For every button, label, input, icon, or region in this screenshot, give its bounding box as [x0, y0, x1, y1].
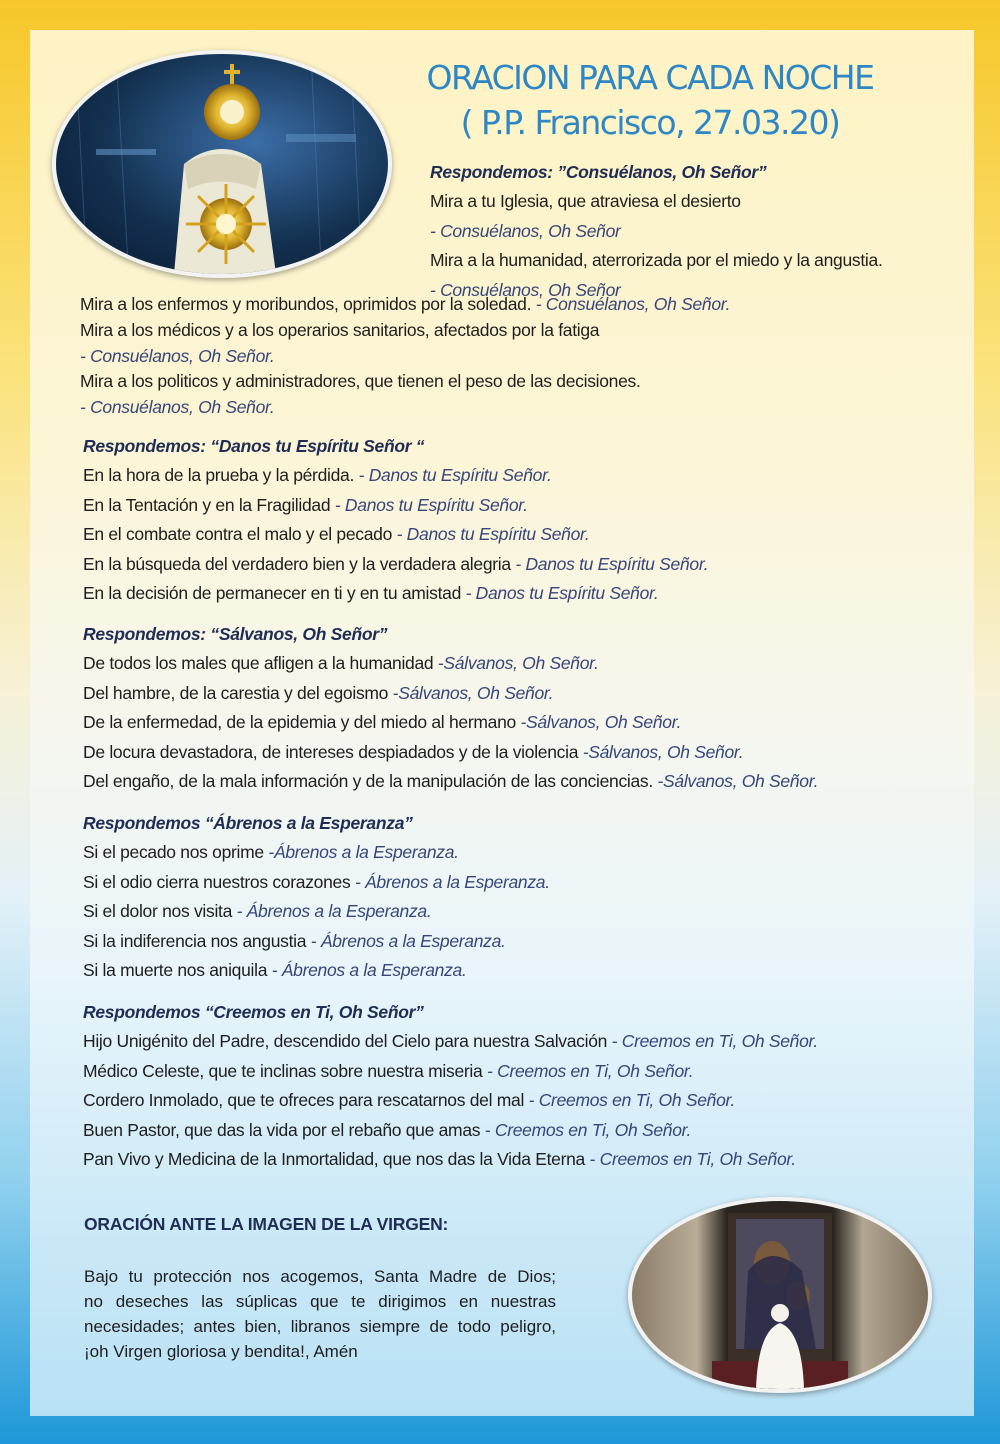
prayer-line: De locura devastadora, de intereses despiadados y de la violencia -Sálvanos, Oh Señor.: [83, 741, 744, 762]
section-heading: Respondemos “Creemos en Ti, Oh Señor”: [83, 1002, 424, 1022]
prayer-line: Mira a tu Iglesia, que atraviesa el desierto: [430, 191, 741, 212]
prayer-line: En la hora de la prueba y la pérdida. - Danos tu Espíritu Señor.: [83, 465, 552, 486]
prayer-line: Médico Celeste, que te inclinas sobre nuestra miseria - Creemos en Ti, Oh Señor.: [83, 1060, 694, 1081]
virgin-prayer-title: ORACIÓN ANTE LA IMAGEN DE LA VIRGEN:: [84, 1214, 449, 1234]
prayer-line: Del hambre, de la carestia y del egoismo -Sálvanos, Oh Señor.: [83, 682, 554, 703]
section-heading: Respondemos: ”Consuélanos, Oh Señor”: [430, 162, 767, 182]
prayer-line: Si el pecado nos oprime -Ábrenos a la Esperanza.: [83, 842, 459, 863]
section-heading: Respondemos: “Sálvanos, Oh Señor”: [83, 624, 388, 644]
prayer-line: En el combate contra el malo y el pecado - Danos tu Espíritu Señor.: [83, 524, 590, 545]
prayer-line: ¡oh Virgen gloriosa y bendita!, Amén: [84, 1342, 358, 1361]
section-heading: Respondemos “Ábrenos a la Esperanza”: [83, 813, 413, 833]
section-danos-espiritu: [83, 432, 708, 608]
prayer-line: Pan Vivo y Medicina de la Inmortalidad, que nos das la Vida Eterna - Creemos en Ti, Oh Señor.: [83, 1149, 796, 1170]
virgin-prayer-text: [84, 1264, 556, 1364]
section-creemos: [83, 998, 818, 1174]
prayer-line: En la búsqueda del verdadero bien y la verdadera alegria - Danos tu Espíritu Señor.: [83, 553, 709, 574]
prayer-line: Mira a los enfermos y moribundos, oprimidos por la soledad. - Consuélanos, Oh Señor.: [80, 294, 731, 314]
prayer-line: De la enfermedad, de la epidemia y del miedo al hermano -Sálvanos, Oh Señor.: [83, 712, 682, 733]
section-consuelanos-intro: [430, 158, 883, 305]
prayer-line: Bajo tu protección nos acogemos, Santa Madre de Dios;: [84, 1267, 556, 1286]
prayer-line: Si el odio cierra nuestros corazones - Ábrenos a la Esperanza.: [83, 871, 550, 892]
prayer-line: En la decisión de permanecer en ti y en tu amistad - Danos tu Espíritu Señor.: [83, 583, 659, 604]
monstrance-image: [52, 50, 392, 278]
page-subtitle: ( P.P. Francisco, 27.03.20): [460, 103, 840, 142]
prayer-line: - Consuélanos, Oh Señor: [430, 220, 621, 241]
prayer-line: Mira a la humanidad, aterrorizada por el miedo y la angustia.: [430, 250, 883, 271]
virgin-icon-image: [628, 1197, 932, 1393]
page-title: ORACION PARA CADA NOCHE: [426, 58, 874, 97]
prayer-line: Mira a los politicos y administradores, que tienen el peso de las decisiones.: [80, 371, 641, 392]
prayer-line: - Consuélanos, Oh Señor.: [80, 345, 275, 366]
prayer-line: no deseches las súplicas que te dirigimos en nuestras: [84, 1292, 556, 1311]
prayer-line: Del engaño, de la mala información y de la manipulación de las conciencias. -Sálvanos, Oh Señor.: [83, 771, 819, 792]
prayer-line: De todos los males que afligen a la humanidad -Sálvanos, Oh Señor.: [83, 653, 599, 674]
section-abrenos: [83, 809, 550, 985]
prayer-line: Mira a los médicos y a los operarios sanitarios, afectados por la fatiga: [80, 319, 600, 340]
prayer-line: Si el dolor nos visita - Ábrenos a la Esperanza.: [83, 901, 432, 922]
prayer-line: En la Tentación y en la Fragilidad - Danos tu Espíritu Señor.: [83, 494, 528, 515]
prayer-line: Buen Pastor, que das la vida por el rebaño que amas - Creemos en Ti, Oh Señor.: [83, 1119, 692, 1140]
prayer-line: necesidades; antes bien, libranos siempre de todo peligro,: [84, 1317, 556, 1336]
prayer-line: Si la indiferencia nos angustia - Ábrenos a la Esperanza.: [83, 930, 506, 951]
prayer-line: - Consuélanos, Oh Señor.: [80, 397, 275, 418]
section-consuelanos: [80, 292, 730, 421]
section-salvanos: [83, 620, 818, 796]
prayer-line: Hijo Unigénito del Padre, descendido del Cielo para nuestra Salvación - Creemos en Ti, Oh Señor.: [83, 1031, 818, 1052]
section-heading: Respondemos: “Danos tu Espíritu Señor “: [83, 436, 425, 456]
prayer-line: Si la muerte nos aniquila - Ábrenos a la Esperanza.: [83, 960, 467, 981]
prayer-line: - Consuélanos, Oh Señor: [430, 279, 621, 300]
prayer-line: Cordero Inmolado, que te ofreces para rescatarnos del mal - Creemos en Ti, Oh Señor.: [83, 1090, 735, 1111]
